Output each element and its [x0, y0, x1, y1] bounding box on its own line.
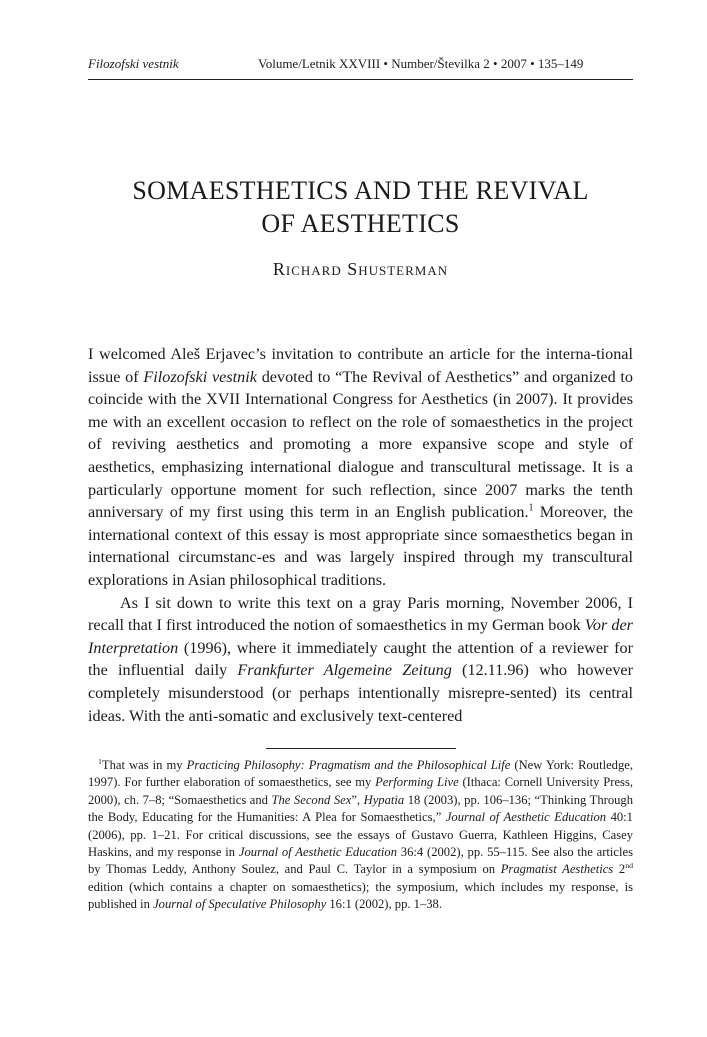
fn-text: (New York: Routledge, 1997). For further elaboration of somaesthetics, see my [88, 758, 633, 790]
footnote-number: 1 [98, 756, 102, 766]
paragraph-1 [88, 343, 633, 592]
fn-italic: Hypatia [363, 792, 405, 807]
p1-text-1: I welcomed Aleš Erjavec’s invitation to contribute an article for the interna-tional issue of [88, 345, 633, 386]
journal-name: Filozofski vestnik [88, 56, 179, 71]
p1-text-2: devoted to “The Revival of Aesthetics” and organized to coincide with the XVII International Congress for Aesthetics (in 2007). It provides me with an excellent occasion to reflect on the role of somaesthetics in the project of reviving aesthetics and promoting a more expansive scope and style of aesthetics, emphasizing international dialogue and transcultural metissage. It is a particularly opportune moment for such reflection, since 2007 marks the tenth anniversary of my first using this term in an English publication. [88, 367, 634, 522]
fn-text: That was in my [101, 758, 187, 772]
title-line-2: OF AESTHETICS [261, 209, 460, 238]
footnote [88, 757, 633, 914]
article-title [88, 174, 633, 240]
fn-italic: Journal of Speculative Philosophy [153, 897, 327, 912]
fn-text: edition (which contains a chapter on somaesthetics); the symposium, which includes my response, is published in [88, 879, 633, 912]
fn-superscript: nd [625, 861, 633, 871]
fn-italic: Practicing Philosophy: Pragmatism and the Philosophical Life [186, 758, 511, 772]
fn-text: 2 [613, 862, 626, 877]
issue-info: Volume/Letnik XXVIII • Number/Številka 2 • 2007 • 135–149 [258, 56, 584, 71]
fn-italic: Performing Live [375, 775, 459, 790]
title-line-1: SOMAESTHETICS AND THE REVIVAL [132, 176, 589, 205]
fn-text: ”, [351, 792, 364, 807]
fn-text: 16:1 (2002), pp. 1–38. [326, 897, 443, 912]
paragraph-2 [88, 592, 633, 728]
p2-text-1: As I sit down to write this text on a gray Paris morning, November 2006, I recall that I first introduced the notion of somaesthetics in my German book [88, 593, 633, 635]
fn-text: 40:1 (2006), pp. 1–21. For critical discussions, see the essays of Gustavo Guerra, Kathleen Higgins, Casey Haskins, and my response in [88, 810, 633, 860]
header-rule [88, 79, 633, 80]
footnote-ref: 1 [528, 502, 534, 514]
fn-text: 18 (2003), pp. 106–136; “Thinking Through the Body, Educating for the Humanities: A Plea for Somaesthetics,” [88, 792, 634, 825]
article-body [88, 343, 633, 727]
p2-newspaper-title: Frankfurter Algemeine Zeitung [237, 661, 452, 680]
p2-text-3: (12.11.96) who however completely misunderstood (or perhaps intentionally misrepre-sented) its central ideas. With the anti-somatic and exclusively text-centered [88, 661, 633, 725]
fn-italic: Pragmatist Aesthetics [500, 862, 614, 877]
p2-text-2: (1996), where it immediately caught the attention of a reviewer for the influential daily [88, 638, 633, 680]
fn-italic: Journal of Aesthetic Education [238, 845, 397, 860]
fn-italic: The Second Sex [271, 792, 352, 807]
fn-text: (Ithaca: Cornell University Press, 2000), ch. 7–8; “Somaesthetics and [88, 775, 634, 807]
footnote-1 [88, 757, 633, 914]
footnote-rule [266, 748, 456, 749]
p1-text-3: Moreover, the international context of this essay is most appropriate since somaesthetics began in international circumstanc-es and was largely inspired through my transcultural explorations in Asian philosophical traditions. [88, 503, 633, 589]
fn-italic: Journal of Aesthetic Education [445, 810, 607, 825]
p1-journal-title: Filozofski vestnik [143, 367, 257, 386]
fn-text: 36:4 (2002), pp. 55–115. See also the articles by Thomas Leddy, Anthony Soulez, and Paul C. Taylor in a symposium on [88, 845, 633, 877]
author-name: Richard Shusterman [272, 259, 449, 279]
p2-book-title: Vor der Interpretation [88, 616, 633, 657]
